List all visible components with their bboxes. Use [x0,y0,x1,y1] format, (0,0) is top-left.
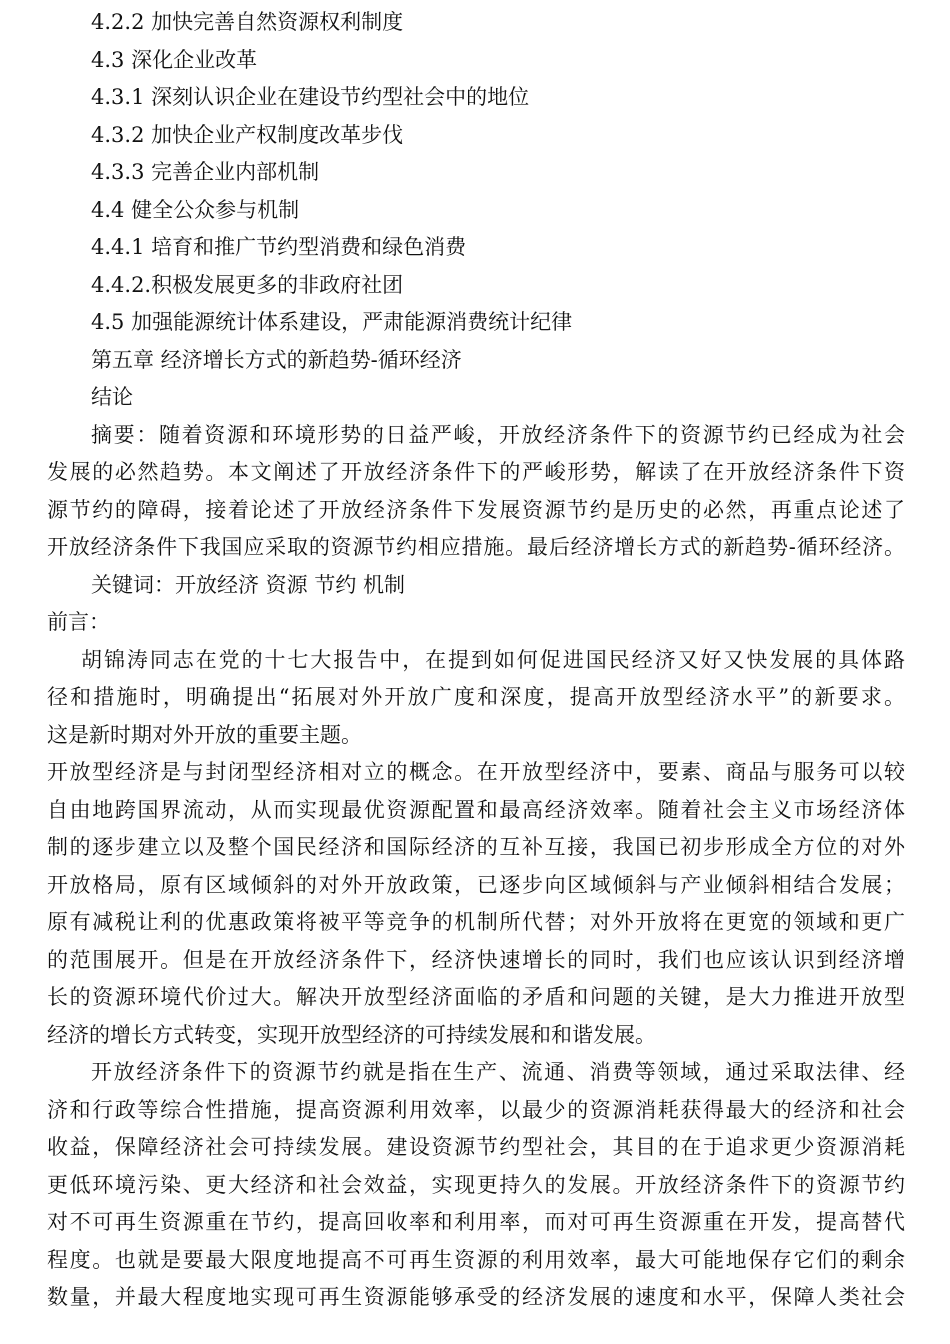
table-of-contents [47,4,905,417]
toc-item: 4.3.3 完善企业内部机制 [91,160,320,184]
abstract-line: 源节约的障碍，接着论述了开放经济条件下发展资源节约是历史的必然，再重点论述了 [47,497,905,522]
preface-paragraph-3 [47,1054,905,1317]
keywords-line: 关键词：开放经济 资源 节约 机制 [91,572,406,597]
toc-item: 4.3.2 加快企业产权制度改革步伐 [91,122,404,147]
preface-heading: 前言： [47,610,110,634]
toc-item: 4.2.2 加快完善自然资源权利制度 [91,10,404,34]
toc-item: 第五章 经济增长方式的新趋势-循环经济 [91,347,462,372]
paragraph-line: 长的资源环境代价过大。解决开放型经济面临的矛盾和问题的关键，是大力推进开放型 [47,985,905,1009]
paragraph-line: 开放格局，原有区域倾斜的对外开放政策，已逐步向区域倾斜与产业倾斜相结合发展； [47,872,905,897]
paragraph-line: 胡锦涛同志在党的十七大报告中，在提到如何促进国民经济又好又快发展的具体路 [81,647,905,672]
toc-item: 4.3.1 深刻认识企业在建设节约型社会中的地位 [91,85,530,109]
preface-paragraph-1 [47,642,905,755]
paragraph-line: 的范围展开。但是在开放经济条件下，经济快速增长的同时，我们也应该认识到经济增 [47,947,905,972]
preface-paragraph-2 [47,754,905,1054]
paragraph-line: 开放型经济是与封闭型经济相对立的概念。在开放型经济中，要素、商品与服务可以较 [47,760,905,784]
document-page [47,4,905,1317]
paragraph-line: 经济的增长方式转变，实现开放型经济的可持续发展和和谐发展。 [47,1022,656,1047]
paragraph-line: 径和措施时，明确提出“拓展对外开放广度和深度，提高开放型经济水平”的新要求。 [47,685,905,709]
paragraph-line: 数量，并最大程度地实现可再生资源能够承受的经济发展的速度和水平，保障人类社会 [47,1285,905,1309]
paragraph-line: 制的逐步建立以及整个国民经济和国际经济的互补互接，我国已初步形成全方位的对外 [47,835,905,859]
paragraph-line: 济和行政等综合性措施，提高资源利用效率，以最少的资源消耗获得最大的经济和社会 [47,1097,905,1122]
paragraph-line: 程度。也就是要最大限度地提高不可再生资源的利用效率，最大可能地保存它们的剩余 [47,1247,905,1272]
abstract-paragraph [47,417,905,567]
paragraph-line: 自由地跨国界流动，从而实现最优资源配置和最高经济效率。随着社会主义市场经济体 [47,797,905,822]
toc-item: 4.5 加强能源统计体系建设，严肃能源消费统计纪律 [91,310,573,334]
paragraph-line: 开放经济条件下的资源节约就是指在生产、流通、消费等领域，通过采取法律、经 [91,1060,905,1084]
toc-item: 4.3 深化企业改革 [91,47,258,72]
abstract-line: 发展的必然趋势。本文阐述了开放经济条件下的严峻形势，解读了在开放经济条件下资 [47,460,905,484]
paragraph-line: 这是新时期对外开放的重要主题。 [47,722,362,747]
paragraph-line: 原有减税让利的优惠政策将被平等竞争的机制所代替；对外开放将在更宽的领域和更广 [47,910,905,934]
toc-item: 结论 [91,385,133,409]
paragraph-line: 更低环境污染、更大经济和社会效益，实现更持久的发展。开放经济条件下的资源节约 [47,1172,905,1197]
paragraph-line: 对不可再生资源重在节约，提高回收率和利用率，而对可再生资源重在开发，提高替代 [47,1210,905,1234]
paragraph-line: 收益，保障经济社会可持续发展。建设资源节约型社会，其目的在于追求更少资源消耗 [47,1135,905,1159]
toc-item: 4.4 健全公众参与机制 [91,197,300,222]
toc-item: 4.4.2.积极发展更多的非政府社团 [91,272,404,297]
abstract-line: 开放经济条件下我国应采取的资源节约相应措施。最后经济增长方式的新趋势-循环经济。 [47,535,905,559]
toc-item: 4.4.1 培育和推广节约型消费和绿色消费 [91,235,467,259]
abstract-line: 摘要：随着资源和环境形势的日益严峻，开放经济条件下的资源节约已经成为社会 [91,422,905,447]
